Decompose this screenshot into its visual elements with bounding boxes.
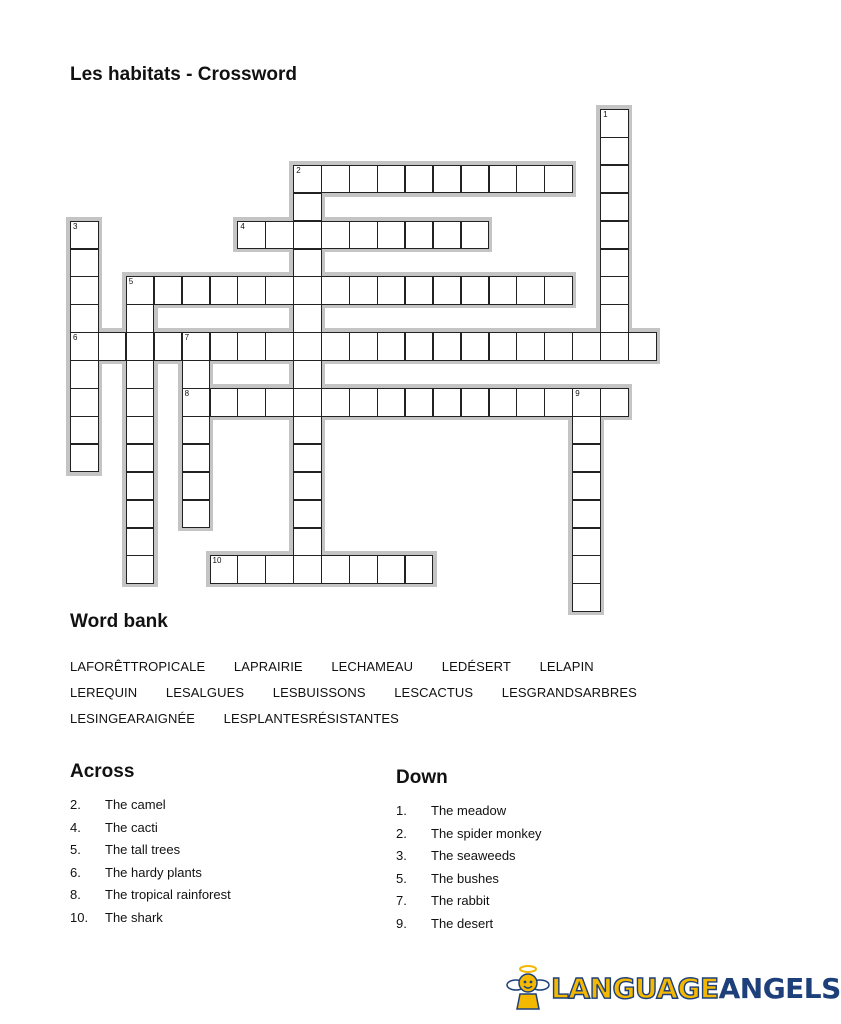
- crossword-cell[interactable]: [237, 332, 266, 361]
- crossword-cell[interactable]: [182, 388, 211, 417]
- clue-number: 2.: [396, 825, 407, 841]
- clue-number: 2.: [70, 797, 81, 812]
- crossword-cell[interactable]: [70, 388, 99, 417]
- clue-number: 1.: [396, 803, 407, 818]
- crossword-cell[interactable]: [516, 276, 545, 305]
- crossword-cell[interactable]: [70, 276, 99, 305]
- clue-number-label: 7: [184, 333, 190, 343]
- crossword-cell[interactable]: [489, 165, 518, 194]
- crossword-cell[interactable]: [489, 332, 518, 361]
- crossword-cell[interactable]: [405, 165, 434, 194]
- clue-item: [396, 823, 542, 846]
- clue-item: [70, 794, 231, 817]
- page-title: Les habitats - Crossword: [70, 64, 297, 85]
- crossword-cell[interactable]: [405, 332, 434, 361]
- crossword-cell[interactable]: [349, 388, 378, 417]
- logo-text: [551, 972, 841, 1005]
- clue-item: [70, 884, 231, 907]
- clue-text: The desert: [431, 915, 494, 931]
- clue-number-label: 10: [212, 556, 222, 566]
- crossword-cell[interactable]: [433, 165, 462, 194]
- crossword-cell[interactable]: [237, 555, 266, 584]
- crossword-cell[interactable]: [572, 583, 601, 612]
- logo-word-language: LANGUAGE: [551, 972, 719, 1005]
- crossword-cell[interactable]: [210, 276, 239, 305]
- crossword-cell[interactable]: [293, 165, 322, 194]
- clue-number: 9.: [396, 915, 407, 931]
- clue-number-label: 8: [184, 389, 190, 398]
- crossword-cell[interactable]: [433, 388, 462, 417]
- word-bank-item: LESPLANTESRÉSISTANTES: [223, 711, 399, 726]
- crossword-cell[interactable]: [600, 193, 629, 222]
- crossword-cell[interactable]: [321, 221, 350, 250]
- crossword-cell[interactable]: [182, 360, 211, 389]
- crossword-cell[interactable]: [70, 416, 99, 445]
- crossword-cell[interactable]: [126, 276, 155, 305]
- crossword-cell[interactable]: [126, 444, 155, 473]
- crossword-cell[interactable]: [293, 332, 322, 361]
- crossword-cell[interactable]: [516, 165, 545, 194]
- crossword-cell[interactable]: [572, 444, 601, 473]
- clue-number: 5.: [396, 870, 407, 886]
- crossword-cell[interactable]: [489, 388, 518, 417]
- crossword-cell[interactable]: [544, 276, 573, 305]
- crossword-cell[interactable]: [600, 109, 629, 138]
- clue-number-label: 3: [73, 221, 78, 231]
- crossword-cell[interactable]: [126, 500, 155, 529]
- crossword-cell[interactable]: [516, 332, 545, 361]
- word-bank-item: LESALGUES: [165, 685, 245, 700]
- crossword-cell[interactable]: [600, 165, 629, 194]
- crossword-cell[interactable]: [349, 221, 378, 250]
- crossword-cell[interactable]: [349, 332, 378, 361]
- crossword-cell[interactable]: [405, 276, 434, 305]
- crossword-cell[interactable]: [600, 388, 629, 417]
- clue-text: The camel: [105, 797, 166, 812]
- clue-item: [396, 913, 542, 936]
- clue-number: 10.: [70, 909, 89, 925]
- clue-text: The seaweeds: [431, 848, 516, 864]
- crossword-cell[interactable]: [182, 500, 211, 529]
- clue-item: [396, 800, 542, 823]
- across-clues: [70, 794, 231, 930]
- clue-text: The meadow: [431, 803, 507, 818]
- crossword-cell[interactable]: [293, 249, 322, 278]
- crossword-cell[interactable]: [182, 444, 211, 473]
- crossword-cell[interactable]: [126, 304, 155, 333]
- word-bank-item: LESINGEARAIGNÉE: [70, 711, 196, 726]
- crossword-cell[interactable]: [321, 332, 350, 361]
- word-bank-title: Word bank: [70, 611, 168, 632]
- crossword-cell[interactable]: [572, 500, 601, 529]
- crossword-cell[interactable]: [154, 332, 183, 361]
- clue-text: The tropical rainforest: [105, 887, 231, 903]
- crossword-cell[interactable]: [70, 444, 99, 473]
- crossword-cell[interactable]: [126, 388, 155, 417]
- crossword-cell[interactable]: [293, 304, 322, 333]
- crossword-cell[interactable]: [377, 555, 406, 584]
- crossword-cell[interactable]: [572, 472, 601, 501]
- crossword-cell[interactable]: [433, 221, 462, 250]
- crossword-cell[interactable]: [461, 332, 490, 361]
- crossword-cell[interactable]: [182, 416, 211, 445]
- crossword-cell[interactable]: [293, 193, 322, 222]
- clue-number-label: 6: [73, 333, 78, 343]
- clue-text: The tall trees: [105, 842, 181, 858]
- clue-item: [396, 868, 542, 891]
- crossword-cell[interactable]: [600, 221, 629, 250]
- crossword-cell[interactable]: [265, 276, 294, 305]
- crossword-cell[interactable]: [70, 360, 99, 389]
- crossword-cell[interactable]: [377, 332, 406, 361]
- crossword-cell[interactable]: [237, 388, 266, 417]
- clue-number: 4.: [70, 819, 81, 835]
- crossword-cell[interactable]: [433, 276, 462, 305]
- clue-text: The hardy plants: [105, 864, 202, 880]
- crossword-cell[interactable]: [600, 304, 629, 333]
- clue-item: [70, 817, 231, 840]
- crossword-cell[interactable]: [405, 221, 434, 250]
- crossword-cell[interactable]: [210, 555, 239, 584]
- clue-number-label: 1: [603, 110, 608, 119]
- crossword-cell[interactable]: [321, 555, 350, 584]
- clue-number-label: 4: [240, 221, 245, 231]
- clue-item: [396, 890, 542, 913]
- down-title: Down: [396, 767, 448, 788]
- crossword-cell[interactable]: [433, 332, 462, 361]
- crossword-cell[interactable]: [461, 276, 490, 305]
- crossword-cell[interactable]: [293, 416, 322, 445]
- crossword-cell[interactable]: [237, 221, 266, 250]
- crossword-cell[interactable]: [349, 555, 378, 584]
- crossword-cell[interactable]: [600, 137, 629, 166]
- clue-number: 7.: [396, 893, 407, 909]
- crossword-cell[interactable]: [572, 555, 601, 584]
- crossword-cell[interactable]: [293, 276, 322, 305]
- crossword-cell[interactable]: [600, 249, 629, 278]
- word-bank-item: LESBUISSONS: [272, 685, 366, 700]
- clue-item: [70, 862, 231, 885]
- clue-text: The bushes: [431, 870, 499, 886]
- crossword-cell[interactable]: [544, 332, 573, 361]
- crossword-cell[interactable]: [377, 388, 406, 417]
- crossword-cell[interactable]: [321, 276, 350, 305]
- crossword-cell[interactable]: [293, 528, 322, 557]
- word-bank-item: LAPRAIRIE: [233, 659, 303, 674]
- crossword-cell[interactable]: [321, 165, 350, 194]
- clue-text: The cacti: [105, 819, 158, 835]
- crossword-cell[interactable]: [572, 332, 601, 361]
- crossword-cell[interactable]: [544, 388, 573, 417]
- crossword-cell[interactable]: [126, 472, 155, 501]
- logo-word-angels: ANGELS: [718, 972, 841, 1005]
- crossword-cell[interactable]: [600, 332, 629, 361]
- clue-text: The shark: [105, 909, 163, 925]
- crossword-cell[interactable]: [293, 388, 322, 417]
- crossword-cell[interactable]: [210, 388, 239, 417]
- crossword-cell[interactable]: [628, 332, 657, 361]
- crossword-cell[interactable]: [265, 555, 294, 584]
- crossword-cell[interactable]: [293, 444, 322, 473]
- word-bank-item: LAFORÊTTROPICALE: [70, 659, 206, 674]
- clue-number-label: 9: [575, 389, 580, 398]
- crossword-cell[interactable]: [321, 388, 350, 417]
- crossword-cell[interactable]: [70, 332, 99, 361]
- crossword-cell[interactable]: [265, 221, 294, 250]
- crossword-cell[interactable]: [126, 416, 155, 445]
- word-bank: [70, 654, 710, 732]
- crossword-cell[interactable]: [405, 555, 434, 584]
- word-bank-item: LESGRANDSARBRES: [501, 685, 637, 700]
- crossword-cell[interactable]: [377, 221, 406, 250]
- angel-mascot-icon: [505, 963, 551, 1011]
- crossword-cell[interactable]: [237, 276, 266, 305]
- crossword-cell[interactable]: [461, 221, 490, 250]
- clue-number: 5.: [70, 842, 81, 858]
- clue-number-label: 5: [128, 277, 134, 287]
- crossword-cell[interactable]: [182, 472, 211, 501]
- crossword-cell[interactable]: [293, 472, 322, 501]
- clue-number: 6.: [70, 864, 81, 880]
- crossword-cell[interactable]: [70, 221, 99, 250]
- crossword-cell[interactable]: [349, 165, 378, 194]
- crossword-cell[interactable]: [98, 332, 127, 361]
- crossword-cell[interactable]: [293, 221, 322, 250]
- word-bank-item: LELAPIN: [539, 659, 594, 674]
- crossword-cell[interactable]: [516, 388, 545, 417]
- word-bank-item: LECHAMEAU: [331, 659, 414, 674]
- crossword-cell[interactable]: [182, 332, 211, 361]
- crossword-cell[interactable]: [126, 555, 155, 584]
- crossword-cell[interactable]: [405, 388, 434, 417]
- language-angels-logo: [503, 962, 841, 1012]
- crossword-cell[interactable]: [377, 276, 406, 305]
- crossword-cell[interactable]: [265, 332, 294, 361]
- crossword-cell[interactable]: [154, 276, 183, 305]
- crossword-cell[interactable]: [461, 388, 490, 417]
- clue-text: The spider monkey: [431, 825, 542, 841]
- word-bank-item: LEREQUIN: [70, 685, 138, 700]
- crossword-cell[interactable]: [70, 249, 99, 278]
- crossword-cell[interactable]: [572, 388, 601, 417]
- crossword-cell[interactable]: [265, 388, 294, 417]
- clue-number: 3.: [396, 848, 407, 864]
- crossword-cell[interactable]: [349, 276, 378, 305]
- crossword-cell[interactable]: [293, 500, 322, 529]
- clue-number: 8.: [70, 887, 81, 903]
- crossword-cell[interactable]: [572, 416, 601, 445]
- across-title: Across: [70, 761, 135, 782]
- crossword-cell[interactable]: [572, 528, 601, 557]
- word-bank-item: LESCACTUS: [394, 685, 474, 700]
- clue-item: [70, 907, 231, 930]
- crossword-cell[interactable]: [489, 276, 518, 305]
- crossword-cell[interactable]: [377, 165, 406, 194]
- crossword-cell[interactable]: [461, 165, 490, 194]
- crossword-cell[interactable]: [600, 276, 629, 305]
- clue-number-label: 2: [296, 165, 301, 175]
- clue-text: The rabbit: [431, 893, 490, 909]
- crossword-cell[interactable]: [70, 304, 99, 333]
- crossword-cell[interactable]: [126, 360, 155, 389]
- crossword-cell[interactable]: [126, 528, 155, 557]
- clue-item: [396, 845, 542, 868]
- crossword-cell[interactable]: [544, 165, 573, 194]
- crossword-cell[interactable]: [210, 332, 239, 361]
- crossword-cell[interactable]: [182, 276, 211, 305]
- clue-item: [70, 839, 231, 862]
- crossword-cell[interactable]: [293, 360, 322, 389]
- down-clues: [396, 800, 542, 936]
- word-bank-item: LEDÉSERT: [441, 659, 511, 674]
- crossword-cell[interactable]: [293, 555, 322, 584]
- crossword-cell[interactable]: [126, 332, 155, 361]
